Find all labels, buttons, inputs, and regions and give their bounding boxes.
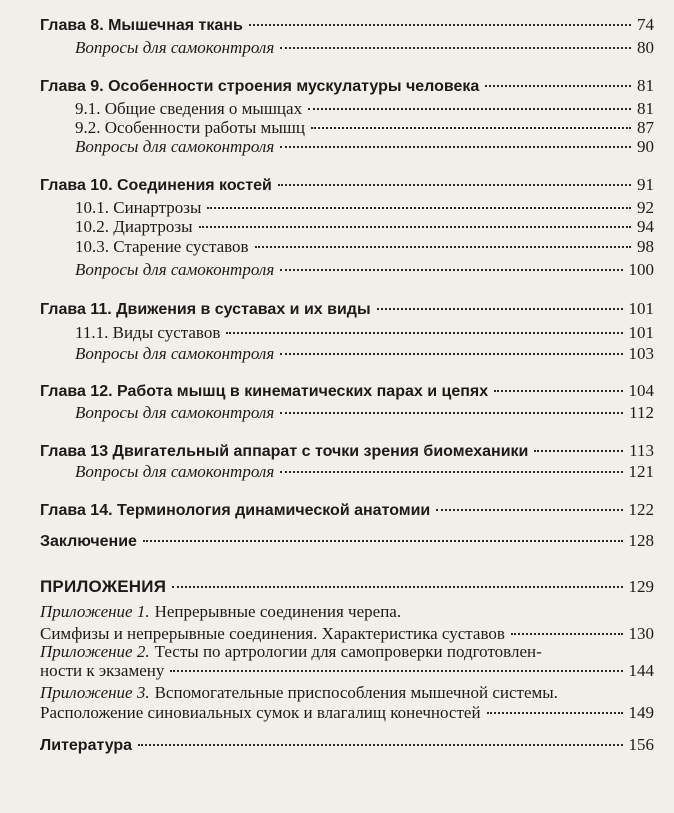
toc-entry-chapter-8 — [40, 15, 654, 36]
appendix-2-heading — [40, 642, 654, 662]
entry-title: Глава 10. Соединения костей — [40, 177, 272, 194]
page-number: 128 — [628, 531, 654, 550]
entry-title: 11.1. Виды суставов — [75, 323, 221, 342]
page-number: 91 — [637, 175, 654, 194]
page-number: 156 — [628, 735, 654, 754]
dot-leader — [485, 85, 631, 87]
page-number: 101 — [628, 299, 654, 318]
page-number: 122 — [628, 500, 654, 519]
dot-leader — [199, 226, 631, 228]
toc-entry-section — [75, 118, 654, 138]
toc-entry-chapter-13 — [40, 441, 654, 462]
entry-title: 10.2. Диартрозы — [75, 217, 193, 236]
toc-entry-chapter-10 — [40, 175, 654, 196]
toc-entry-section — [75, 237, 654, 257]
toc-entry-questions — [75, 137, 654, 157]
dot-leader — [487, 712, 623, 714]
dot-leader — [377, 308, 623, 310]
toc-entry-literature — [40, 735, 654, 756]
dot-leader — [308, 108, 631, 110]
appendix-1-heading — [40, 602, 654, 622]
page-number: 103 — [628, 344, 654, 363]
toc-entry-questions — [75, 260, 654, 280]
dot-leader — [311, 127, 631, 129]
dot-leader — [280, 47, 631, 49]
dot-leader — [280, 269, 622, 271]
page-number: 101 — [628, 323, 654, 342]
page-number: 92 — [637, 198, 654, 217]
page-number: 74 — [637, 15, 654, 34]
toc-entry-questions — [75, 38, 654, 58]
page-number: 81 — [637, 99, 654, 118]
dot-leader — [494, 390, 622, 392]
toc-entry-section — [75, 198, 654, 218]
entry-title: Глава 11. Движения в суставах и их виды — [40, 301, 371, 318]
dot-leader — [172, 586, 622, 588]
entry-title: 10.1. Синартрозы — [75, 198, 202, 217]
entry-title: Вопросы для самоконтроля — [75, 137, 275, 156]
dot-leader — [280, 471, 622, 473]
dot-leader — [226, 332, 622, 334]
toc-entry-questions — [75, 403, 654, 423]
toc-entry-chapter-9 — [40, 76, 654, 97]
entry-title: Вопросы для самоконтроля — [75, 344, 275, 363]
entry-title: 9.2. Особенности работы мышц — [75, 118, 305, 137]
entry-title: 10.3. Старение суставов — [75, 237, 249, 256]
page-number: 90 — [637, 137, 654, 156]
entry-title: Вопросы для самоконтроля — [75, 260, 275, 279]
entry-title: Глава 13 Двигательный аппарат с точки зрения биомеханики — [40, 443, 529, 460]
page-number: 144 — [628, 661, 654, 680]
toc-entry-appendix-1 — [40, 624, 654, 644]
toc-entry-appendix-2 — [40, 661, 654, 681]
dot-leader — [255, 246, 631, 248]
toc-entry-conclusion — [40, 531, 654, 552]
dot-leader — [207, 207, 631, 209]
page-number: 81 — [637, 76, 654, 95]
entry-title: 9.1. Общие сведения о мышцах — [75, 99, 303, 118]
toc-entry-chapter-12 — [40, 381, 654, 402]
dot-leader — [170, 670, 622, 672]
dot-leader — [280, 146, 631, 148]
appendix-3-heading — [40, 683, 654, 703]
toc-entry-questions — [75, 462, 654, 482]
entry-title: Глава 8. Мышечная ткань — [40, 17, 243, 34]
entry-title: ности к экзамену — [40, 661, 165, 680]
page-number: 104 — [628, 381, 654, 400]
toc-entry-section — [75, 217, 654, 237]
entry-title: Симфизы и непрерывные соединения. Характеристика суставов — [40, 624, 505, 643]
entry-title: Вопросы для самоконтроля — [75, 38, 275, 57]
toc-entry-questions — [75, 344, 654, 364]
toc-entry-appendices — [40, 577, 654, 597]
toc-entry-appendix-3 — [40, 703, 654, 723]
toc-entry-chapter-14 — [40, 500, 654, 521]
dot-leader — [138, 744, 622, 746]
entry-title: Глава 9. Особенности строения мускулатуры человека — [40, 78, 480, 95]
entry-title: ПРИЛОЖЕНИЯ — [40, 577, 167, 596]
page-number: 130 — [628, 624, 654, 643]
page-number: 94 — [637, 217, 654, 236]
entry-title: Литература — [40, 737, 133, 754]
entry-title: Заключение — [40, 533, 137, 550]
entry-title: Глава 12. Работа мышц в кинематических парах и цепях — [40, 383, 489, 400]
dot-leader — [278, 184, 631, 186]
page-number: 121 — [628, 462, 654, 481]
dot-leader — [249, 24, 631, 26]
toc-entry-section — [75, 323, 654, 343]
page-number: 112 — [629, 403, 654, 422]
appendix-label: Приложение 1. — [40, 602, 150, 621]
page-number: 149 — [628, 703, 654, 722]
entry-title: Вопросы для самоконтроля — [75, 462, 275, 481]
toc-entry-section — [75, 99, 654, 119]
page-number: 113 — [629, 441, 654, 460]
page-number: 87 — [637, 118, 654, 137]
dot-leader — [534, 450, 623, 452]
entry-title: Вспомогательные приспособления мышечной системы. — [154, 683, 558, 702]
entry-title: Вопросы для самоконтроля — [75, 403, 275, 422]
page-number: 80 — [637, 38, 654, 57]
dot-leader — [511, 633, 623, 635]
page-number: 100 — [628, 260, 654, 279]
appendix-label: Приложение 2. — [40, 642, 150, 661]
dot-leader — [280, 353, 622, 355]
dot-leader — [436, 509, 622, 511]
appendix-label: Приложение 3. — [40, 683, 150, 702]
page-number: 129 — [628, 577, 654, 596]
entry-title: Глава 14. Терминология динамической анатомии — [40, 502, 431, 519]
entry-title: Непрерывные соединения черепа. — [154, 602, 402, 621]
page-number: 98 — [637, 237, 654, 256]
dot-leader — [143, 540, 623, 542]
toc-entry-chapter-11 — [40, 299, 654, 320]
dot-leader — [280, 412, 623, 414]
entry-title: Тесты по артрологии для самопроверки подготовлен- — [154, 642, 542, 661]
entry-title: Расположение синовиальных сумок и влагалищ конечностей — [40, 703, 481, 722]
